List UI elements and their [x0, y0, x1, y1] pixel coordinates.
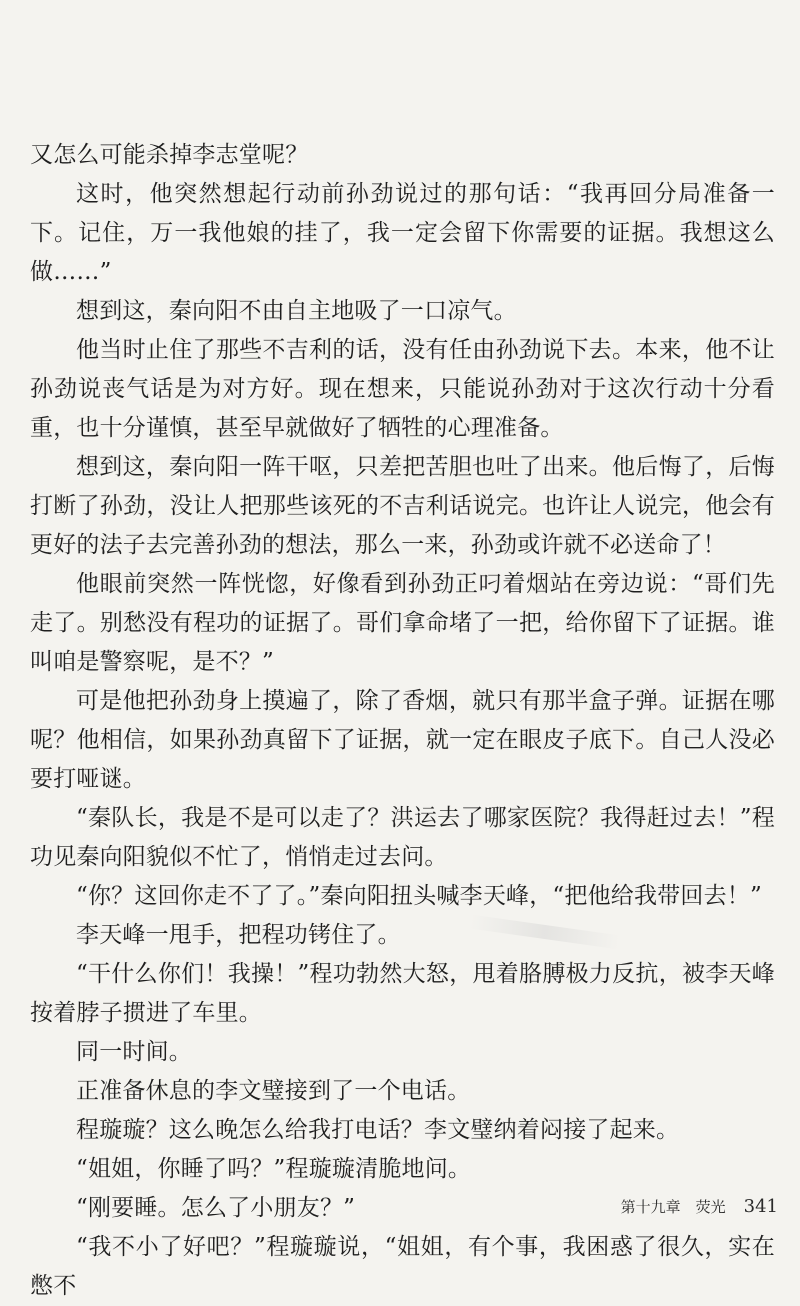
- paragraph: 想到这，秦向阳一阵干呕，只差把苦胆也吐了出来。他后悔了，后悔打断了孙劲，没让人把那些该死的不吉利话说完。也许让人说完，他会有更好的法子去完善孙劲的想法，那么一来，孙劲或许就不必送命了！: [30, 454, 775, 558]
- paragraph: “秦队长，我是不是可以走了？洪运去了哪家医院？我得赶过去！”程功见秦向阳貌似不忙了，悄悄走过去问。: [30, 805, 775, 870]
- paragraph: “刚要睡。怎么了小朋友？”: [76, 1195, 356, 1221]
- paragraph: 李天峰一甩手，把程功铐住了。: [76, 922, 401, 948]
- paragraph: 同一时间。: [76, 1039, 192, 1065]
- paragraph: 他眼前突然一阵恍惚，好像看到孙劲正叼着烟站在旁边说：“哥们先走了。别愁没有程功的证据了。哥们拿命堵了一把，给你留下了证据。谁叫咱是警察呢，是不？”: [30, 571, 775, 675]
- page-number: 341: [743, 1196, 778, 1217]
- paragraph: “你？这回你走不了了。”秦向阳扭头喊李天峰，“把他给我带回去！”: [76, 883, 762, 909]
- page-footer: [621, 1196, 778, 1217]
- paragraph: 他当时止住了那些不吉利的话，没有任由孙劲说下去。本来，他不让孙劲说丧气话是为对方好。现在想来，只能说孙劲对于这次行动十分看重，也十分谨慎，甚至早就做好了牺牲的心理准备。: [30, 337, 775, 441]
- paragraph: “干什么你们！我操！”程功勃然大怒，甩着胳膊极力反抗，被李天峰按着脖子掼进了车里。: [30, 961, 775, 1026]
- paragraph: 正准备休息的李文璧接到了一个电话。: [76, 1078, 471, 1104]
- paragraph: “我不小了好吧？”程璇璇说，“姐姐，有个事，我困惑了很久，实在憋不: [30, 1234, 775, 1299]
- paragraph: 可是他把孙劲身上摸遍了，除了香烟，就只有那半盒子弹。证据在哪呢？他相信，如果孙劲真留下了证据，就一定在眼皮子底下。自己人没必要打哑谜。: [30, 688, 775, 792]
- paragraph: 想到这，秦向阳不由自主地吸了一口凉气。: [76, 298, 517, 324]
- paragraph: 又怎么可能杀掉李志堂呢？: [30, 142, 309, 168]
- paragraph: 程璇璇？这么晚怎么给我打电话？李文璧纳着闷接了起来。: [76, 1117, 680, 1143]
- body-text: [30, 136, 775, 1306]
- paragraph: 这时，他突然想起行动前孙劲说过的那句话：“我再回分局准备一下。记住，万一我他娘的挂了，我一定会留下你需要的证据。我想这么做……”: [30, 181, 775, 285]
- chapter-title: 第十九章 荧光: [620, 1198, 726, 1216]
- paragraph: “姐姐，你睡了吗？”程璇璇清脆地问。: [76, 1156, 472, 1182]
